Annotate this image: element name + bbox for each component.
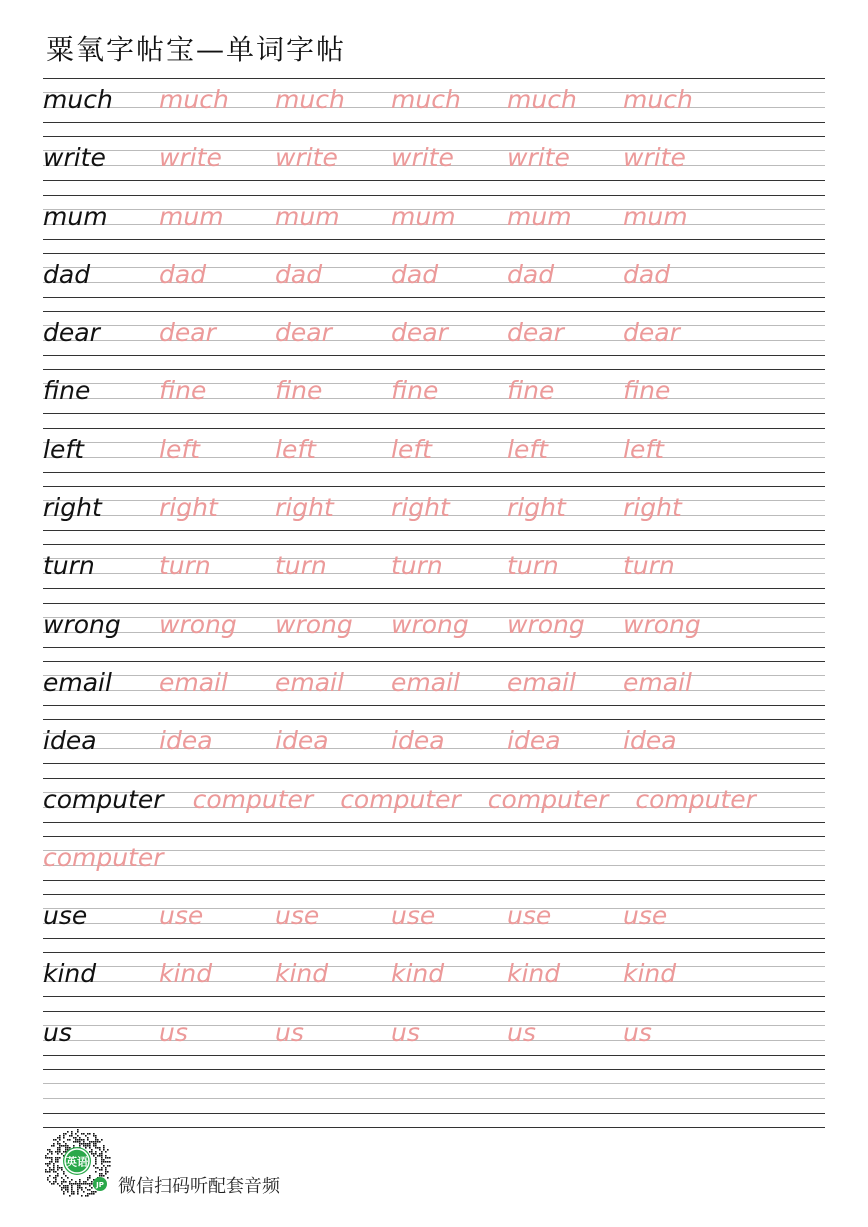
row-words (43, 724, 825, 758)
trace-word: dad (507, 259, 555, 289)
model-word: fine (43, 376, 91, 406)
guide-line (43, 719, 825, 720)
trace-word: write (159, 143, 222, 173)
practice-row (43, 719, 825, 777)
trace-word: left (391, 434, 432, 464)
trace-word: turn (623, 551, 675, 581)
trace-word: dad (275, 259, 323, 289)
trace-word: us (623, 1017, 652, 1047)
trace-word: use (275, 901, 320, 931)
practice-row (43, 544, 825, 602)
trace-word: us (275, 1017, 304, 1047)
trace-word: email (275, 667, 344, 697)
trace-word: right (159, 493, 218, 523)
trace-word: mum (391, 201, 456, 231)
trace-word: dear (275, 318, 332, 348)
trace-word: much (623, 85, 693, 114)
trace-word: us (159, 1017, 188, 1047)
trace-word: wrong (159, 609, 237, 639)
practice-row (43, 661, 825, 719)
practice-row (43, 1011, 825, 1069)
trace-word: dear (623, 318, 680, 348)
footer-caption: 微信扫码听配套音频 (118, 1176, 280, 1197)
trace-word: idea (159, 726, 213, 756)
trace-word: right (507, 493, 566, 523)
practice-row (43, 369, 825, 427)
practice-row (43, 778, 825, 836)
guide-line (43, 1011, 825, 1012)
trace-word: email (159, 667, 228, 697)
trace-word: dad (159, 259, 207, 289)
trace-word: computer (192, 784, 314, 814)
trace-word: much (159, 85, 229, 114)
guide-line (43, 996, 825, 997)
row-words (43, 316, 825, 350)
trace-word: write (623, 143, 686, 173)
row-words (43, 899, 825, 933)
trace-word: turn (159, 551, 211, 581)
guide-line (43, 136, 825, 137)
row-words (43, 491, 825, 525)
trace-word: email (507, 667, 576, 697)
practice-row (43, 603, 825, 661)
row-words (43, 783, 825, 817)
trace-word: dad (623, 259, 671, 289)
guide-line (43, 778, 825, 779)
trace-word: email (391, 667, 460, 697)
guide-line (43, 647, 825, 648)
trace-word: mum (159, 201, 224, 231)
trace-word: computer (43, 842, 164, 872)
row-words (43, 666, 825, 700)
practice-row (43, 253, 825, 311)
model-word: left (43, 434, 84, 464)
guide-line (43, 603, 825, 604)
qr-badge-label: 英语 (66, 1155, 88, 1169)
trace-word: write (507, 143, 570, 173)
guide-line (43, 428, 825, 429)
trace-word: fine (623, 376, 671, 406)
practice-row (43, 311, 825, 369)
row-words (43, 374, 825, 408)
row-words (43, 258, 825, 292)
trace-word: fine (507, 376, 555, 406)
guide-line (43, 253, 825, 254)
trace-word: kind (275, 959, 329, 989)
row-words (43, 608, 825, 642)
model-word: right (43, 493, 102, 523)
handwriting-sheet (43, 78, 825, 1128)
guide-line (43, 661, 825, 662)
trace-word: email (623, 667, 692, 697)
practice-row (43, 952, 825, 1010)
guide-line (43, 544, 825, 545)
trace-word: right (623, 493, 682, 523)
trace-word: idea (507, 726, 561, 756)
model-word: email (43, 667, 112, 697)
trace-word: kind (391, 959, 445, 989)
trace-word: much (507, 85, 577, 114)
trace-word: wrong (391, 609, 469, 639)
practice-row (43, 78, 825, 136)
trace-word: wrong (275, 609, 353, 639)
practice-row (43, 428, 825, 486)
trace-word: idea (391, 726, 445, 756)
guide-line (43, 78, 825, 79)
row-words (43, 841, 825, 875)
trace-word: mum (623, 201, 688, 231)
trace-word: wrong (507, 609, 585, 639)
trace-word: much (275, 85, 345, 114)
model-word: write (43, 143, 106, 173)
trace-word: wrong (623, 609, 701, 639)
trace-word: kind (159, 959, 213, 989)
trace-word: mum (507, 201, 572, 231)
trace-word: use (159, 901, 204, 931)
guide-line (43, 369, 825, 370)
trace-word: left (275, 434, 316, 464)
guide-line (43, 588, 825, 589)
practice-row (43, 486, 825, 544)
trace-word: left (159, 434, 200, 464)
trace-word: use (507, 901, 552, 931)
trace-word: right (275, 493, 334, 523)
practice-row (43, 836, 825, 894)
row-words (43, 1074, 825, 1108)
trace-word: turn (275, 551, 327, 581)
model-word: kind (43, 959, 97, 989)
model-word: turn (43, 551, 95, 581)
practice-row (43, 195, 825, 253)
trace-word: write (275, 143, 338, 173)
model-word: computer (43, 784, 164, 814)
practice-row (43, 894, 825, 952)
model-word: use (43, 901, 88, 931)
guide-line (43, 239, 825, 240)
trace-word: computer (340, 784, 461, 814)
footer (42, 1128, 342, 1198)
trace-word: computer (635, 784, 756, 814)
row-words (43, 433, 825, 467)
guide-line (43, 355, 825, 356)
qr-corner-badge: JP (96, 1181, 104, 1189)
row-words (43, 549, 825, 583)
trace-word: left (623, 434, 664, 464)
guide-line (43, 486, 825, 487)
trace-word: much (391, 85, 461, 114)
page-title: 粟氧字帖宝—单词字帖 (46, 33, 347, 66)
guide-line (43, 1069, 825, 1070)
model-word: mum (43, 201, 108, 231)
trace-word: right (391, 493, 450, 523)
row-words (43, 957, 825, 991)
guide-line (43, 195, 825, 196)
guide-line (43, 311, 825, 312)
guide-line (43, 952, 825, 953)
trace-word: write (391, 143, 454, 173)
trace-word: computer (487, 784, 609, 814)
trace-word: turn (507, 551, 559, 581)
practice-row (43, 136, 825, 194)
model-word: dear (43, 318, 100, 348)
model-word: wrong (43, 609, 121, 639)
trace-word: idea (275, 726, 329, 756)
row-words (43, 200, 825, 234)
guide-line (43, 822, 825, 823)
trace-word: dear (391, 318, 448, 348)
trace-word: kind (623, 959, 677, 989)
trace-word: turn (391, 551, 443, 581)
model-word: idea (43, 726, 97, 756)
trace-word: mum (275, 201, 340, 231)
row-words (43, 1016, 825, 1050)
trace-word: left (507, 434, 548, 464)
guide-line (43, 297, 825, 298)
trace-word: dad (391, 259, 439, 289)
trace-word: idea (623, 726, 677, 756)
guide-line (43, 763, 825, 764)
guide-line (43, 472, 825, 473)
trace-word: use (623, 901, 668, 931)
guide-line (43, 1055, 825, 1056)
row-words (43, 141, 825, 175)
guide-line (43, 894, 825, 895)
guide-line (43, 180, 825, 181)
model-word: dad (43, 259, 91, 289)
trace-word: kind (507, 959, 561, 989)
guide-line (43, 938, 825, 939)
trace-word: dear (159, 318, 216, 348)
trace-word: fine (391, 376, 439, 406)
qr-code-icon[interactable] (42, 1128, 112, 1198)
practice-row (43, 1069, 825, 1127)
guide-line (43, 836, 825, 837)
guide-line (43, 530, 825, 531)
guide-line (43, 880, 825, 881)
trace-word: dear (507, 318, 564, 348)
guide-line (43, 122, 825, 123)
row-words (43, 83, 825, 117)
trace-word: fine (159, 376, 207, 406)
trace-word: fine (275, 376, 323, 406)
guide-line (43, 413, 825, 414)
trace-word: use (391, 901, 436, 931)
guide-line (43, 1113, 825, 1114)
model-word: much (43, 85, 113, 114)
trace-word: us (507, 1017, 536, 1047)
model-word: us (43, 1017, 72, 1047)
trace-word: us (391, 1017, 420, 1047)
guide-line (43, 705, 825, 706)
